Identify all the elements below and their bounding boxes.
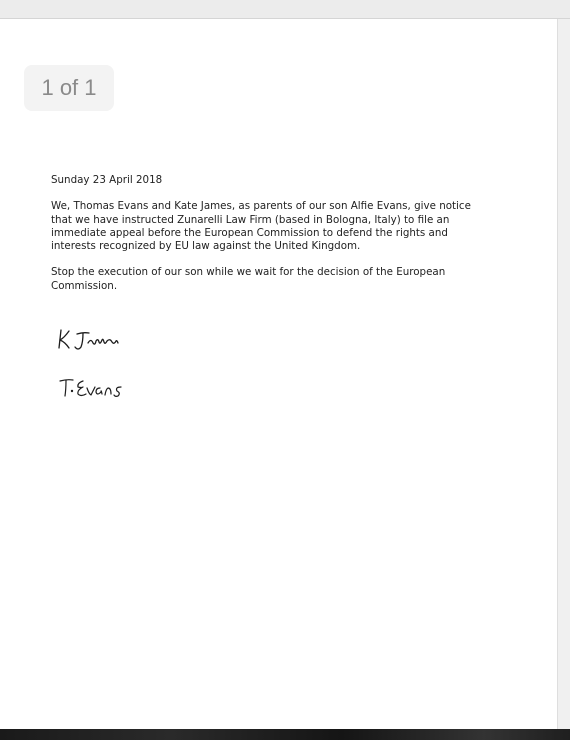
paragraph-1-line-3: immediate appeal before the European Commission to defend the rights and [51, 226, 448, 239]
letter-body [51, 174, 491, 306]
viewer-top-bar [0, 0, 570, 19]
letter-paragraph-2 [51, 266, 491, 293]
paragraph-2-line-2: Commission. [51, 279, 118, 292]
letter-paragraph-1 [51, 200, 491, 253]
page-counter: 1 of 1 [24, 65, 114, 111]
bottom-toolbar [0, 729, 570, 740]
paragraph-1-line-1: We, Thomas Evans and Kate James, as parents of our son Alfie Evans, give notice [51, 200, 471, 213]
paragraph-2-line-1: Stop the execution of our son while we wait for the decision of the European [51, 266, 446, 279]
paragraph-1-line-2: that we have instructed Zunarelli Law Firm (based in Bologna, Italy) to file an [51, 213, 450, 226]
signature-k-james [55, 326, 127, 352]
signature-t-evans [55, 375, 133, 401]
scrollbar-track[interactable] [557, 19, 570, 729]
letter-date: Sunday 23 April 2018 [51, 174, 163, 186]
document-page [0, 19, 557, 729]
paragraph-1-line-4: interests recognized by EU law against the United Kingdom. [51, 240, 361, 253]
